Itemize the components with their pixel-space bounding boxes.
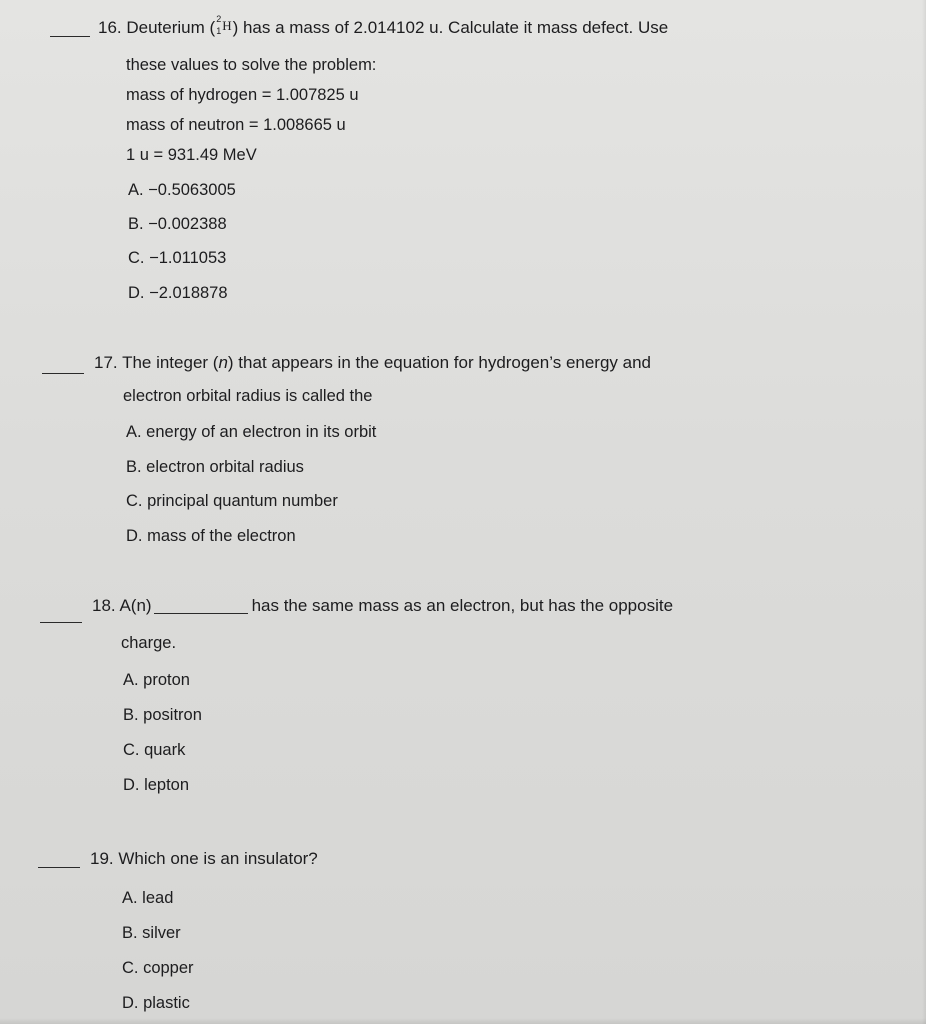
question-16-line-5: 1 u = 931.49 MeV — [126, 146, 257, 164]
question-16-stem — [98, 14, 669, 38]
choice-16-b[interactable]: B. −0.002388 — [128, 215, 227, 233]
question-number: 18. — [92, 596, 116, 615]
answer-blank-17[interactable] — [42, 373, 84, 374]
paper-edge-shadow — [922, 0, 926, 1024]
choice-16-c[interactable]: C. −1.011053 — [128, 249, 227, 267]
answer-blank-19[interactable] — [38, 867, 80, 868]
question-16-line-2: these values to solve the problem: — [126, 56, 377, 74]
stem-text-cont: ) has a mass of 2.014102 u. Calculate it mass defect. Use — [232, 18, 669, 37]
choice-18-b[interactable]: B. positron — [123, 706, 202, 724]
choice-18-a[interactable]: A. proton — [123, 671, 190, 689]
choice-16-a[interactable]: A. −0.5063005 — [128, 181, 236, 199]
stem-text: The integer ( — [122, 353, 219, 372]
stem-text: A(n) — [119, 596, 152, 615]
choice-19-d[interactable]: D. plastic — [122, 994, 190, 1012]
stem-text: Deuterium ( — [126, 18, 216, 37]
question-17-line-2: electron orbital radius is called the — [123, 387, 373, 405]
choice-17-c[interactable]: C. principal quantum number — [126, 492, 338, 510]
choice-17-a[interactable]: A. energy of an electron in its orbit — [126, 423, 377, 441]
stem-text-cont: has the same mass as an electron, but has the opposite — [251, 596, 674, 615]
variable-n: n — [218, 353, 228, 372]
choice-18-d[interactable]: D. lepton — [123, 776, 190, 794]
choice-18-c[interactable]: C. quark — [123, 741, 186, 759]
choice-17-d[interactable]: D. mass of the electron — [126, 527, 296, 545]
isotope-notation: 2 1 H — [216, 14, 232, 36]
fill-in-blank[interactable] — [154, 613, 248, 614]
question-16-line-3: mass of hydrogen = 1.007825 u — [126, 86, 359, 104]
question-number: 19. — [90, 849, 114, 868]
stem-text: Which one is an insulator? — [118, 849, 318, 868]
choice-17-b[interactable]: B. electron orbital radius — [126, 458, 304, 476]
question-number: 16. — [98, 18, 122, 37]
question-16-line-4: mass of neutron = 1.008665 u — [126, 116, 346, 134]
choice-19-c[interactable]: C. copper — [122, 959, 194, 977]
question-18-stem — [92, 596, 673, 616]
question-number: 17. — [94, 353, 118, 372]
paper-bottom-shadow — [0, 1018, 926, 1024]
choice-19-a[interactable]: A. lead — [122, 889, 174, 907]
question-18-line-2: charge. — [121, 634, 177, 652]
choice-19-b[interactable]: B. silver — [122, 924, 181, 942]
question-17-stem — [94, 353, 651, 373]
answer-blank-18[interactable] — [40, 622, 82, 623]
question-19-stem — [90, 849, 318, 869]
stem-text-cont: ) that appears in the equation for hydrogen’s energy and — [227, 353, 652, 372]
choice-16-d[interactable]: D. −2.018878 — [128, 284, 228, 302]
answer-blank-16[interactable] — [50, 36, 90, 37]
